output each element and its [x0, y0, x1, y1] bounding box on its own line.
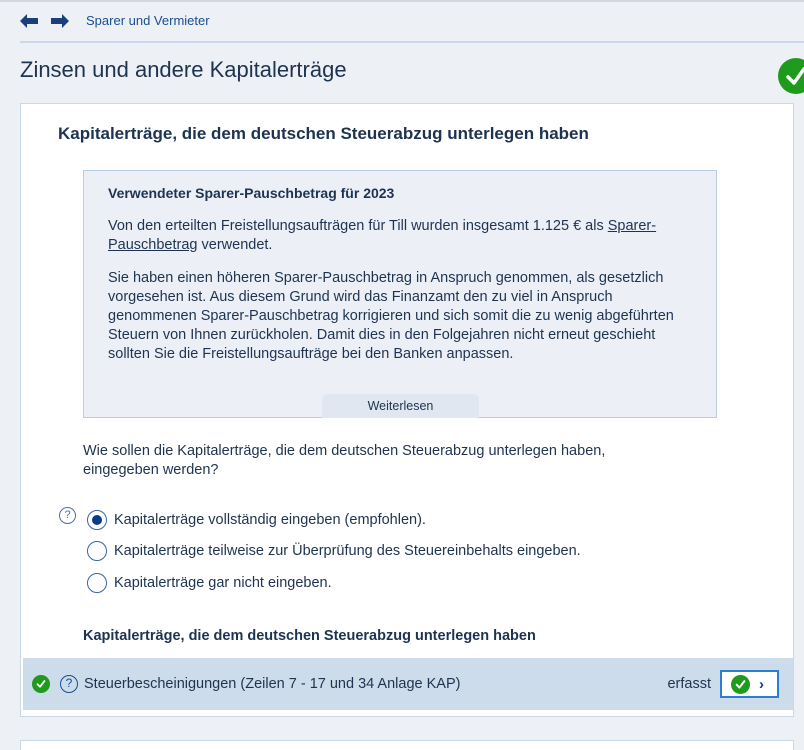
radio-option-partial[interactable]	[87, 541, 581, 561]
forward-button[interactable]	[51, 14, 73, 28]
info-paragraph-1	[108, 217, 698, 255]
question-text: Wie sollen die Kapitalerträge, die dem deutschen Steuerabzug unterlegen haben, eingegeben werden?	[83, 443, 606, 478]
section-heading: Kapitalerträge, die dem deutschen Steuerabzug unterlegen haben	[83, 628, 536, 644]
arrow-right-icon	[51, 14, 69, 28]
back-button[interactable]	[20, 14, 42, 28]
read-more-button[interactable]: Weiterlesen	[322, 394, 479, 418]
next-card	[20, 740, 794, 750]
radio-button[interactable]	[87, 541, 107, 561]
chevron-right-icon: ›	[759, 675, 764, 693]
radio-label: Kapitalerträge vollständig eingeben (empfohlen).	[114, 512, 426, 528]
info-text: Von den erteilten Freistellungsaufträgen für Till wurden insgesamt 1.125 € als	[108, 218, 608, 234]
breadcrumb-link[interactable]: Sparer und Vermieter	[86, 13, 210, 28]
arrow-left-icon	[20, 14, 38, 28]
check-circle-icon	[778, 58, 804, 94]
radio-option-none[interactable]	[87, 573, 332, 593]
page-title: Zinsen und andere Kapitalerträge	[20, 57, 347, 82]
radio-button[interactable]	[87, 510, 107, 530]
open-row-button[interactable]	[720, 670, 779, 698]
radio-button[interactable]	[87, 573, 107, 593]
check-circle-icon	[731, 675, 750, 694]
sparer-pauschbetrag-link[interactable]: Sparer-Pauschbetrag	[108, 218, 657, 253]
steuerbescheinigungen-row[interactable]	[23, 658, 793, 710]
navigation-bar	[20, 0, 804, 43]
row-status: erfasst	[667, 676, 711, 692]
card-title: Kapitalerträge, die dem deutschen Steuerabzug unterlegen haben	[58, 124, 589, 143]
info-text: verwendet.	[197, 237, 273, 253]
radio-option-full[interactable]	[87, 510, 426, 530]
help-icon[interactable]: ?	[60, 675, 78, 693]
check-circle-icon	[32, 675, 50, 693]
radio-label: Kapitalerträge teilweise zur Überprüfung des Steuereinbehalts eingeben.	[114, 543, 581, 559]
radio-label: Kapitalerträge gar nicht eingeben.	[114, 575, 332, 591]
help-icon[interactable]: ?	[59, 507, 76, 524]
info-paragraph-2: Sie haben einen höheren Sparer-Pauschbetrag in Anspruch genommen, als gesetzlich vorgesehen ist. Aus diesem Grund wird das Finanzamt den zu viel in Anspruch genommenen Sparer-Pauschbetrag korrigieren und sich somit die zu wenig abgeführten Steuern von Ihnen zurückholen. Damit dies in den Folgejahren nicht erneut geschieht sollten Sie die Freistellungsaufträge bei den Banken anpassen.	[108, 270, 674, 362]
row-label: Steuerbescheinigungen (Zeilen 7 - 17 und 34 Anlage KAP)	[84, 676, 461, 692]
main-card	[20, 103, 794, 717]
info-title: Verwendeter Sparer-Pauschbetrag für 2023	[108, 185, 395, 201]
info-box	[83, 170, 717, 418]
